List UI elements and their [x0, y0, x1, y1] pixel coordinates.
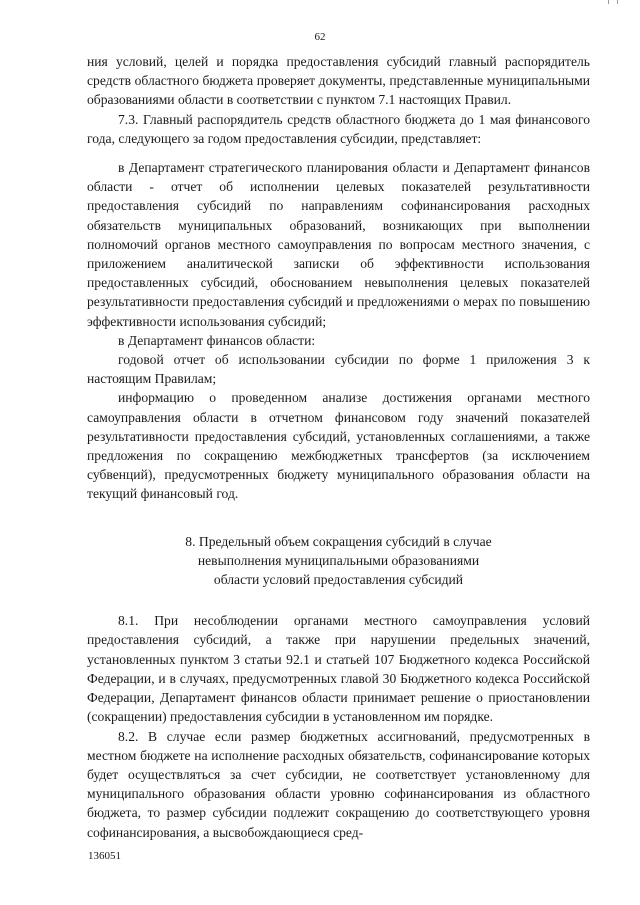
- section-8-paragraphs: [87, 611, 590, 841]
- reporting-paragraphs: [87, 158, 590, 504]
- paragraph: ния условий, целей и порядка предоставления субсидий главный распорядитель средств областного бюджета проверяет документы, представленные муниципальными образованиями области в соответствии с пунктом 7.1 настоящих Правил.: [87, 54, 590, 108]
- document-body: [87, 52, 590, 842]
- paragraph: годовой отчет об использовании субсидии по форме 1 приложения 3 к настоящим Правилам;: [87, 352, 590, 387]
- paragraph: 7.3. Главный распорядитель средств областного бюджета до 1 мая финансового года, следующего за годом предоставления субсидии, представляет:: [87, 111, 590, 146]
- heading-line: области условий предоставления субсидий: [213, 572, 464, 588]
- paragraph: 8.2. В случае если размер бюджетных ассигнований, предусмотренных в местном бюджете на исполнение расходных обязательств, софинансирование которых будет осуществляться за счет субсидии, не соответствует установленному для муниципального образования области уровню софинансирования из областного бюджета, то размер субсидии подлежит сокращению до соответствующего уровня софинансирования, а высвобождающиеся сред-: [87, 728, 590, 840]
- paragraph: в Департамент финансов области:: [118, 332, 316, 348]
- section-8-heading: [87, 532, 590, 590]
- paragraph: 8.1. При несоблюдении органами местного самоуправления условий предоставления субсидий, а также при нарушении предельных значений, установленных пунктом 3 статьи 92.1 и статьей 107 Бюджетного кодекса Российской Федерации, и в случаях, предусмотренных главой 30 Бюджетного кодекса Российской Федерации, Департамент финансов области принимает решение о приостановлении (сокращении) предоставления субсидии в установленном им порядке.: [87, 613, 590, 725]
- page-number: 62: [314, 31, 326, 43]
- top-paragraphs: [87, 52, 590, 148]
- heading-line: невыполнения муниципальными образованиями: [197, 552, 480, 568]
- footer-document-code: 136051: [88, 850, 121, 862]
- heading-line: 8. Предельный объем сокращения субсидий в случае: [185, 533, 492, 549]
- paragraph: информацию о проведенном анализе достижения органами местного самоуправления области в отчетном финансовом году значений показателей результативности предоставления субсидий, установленных соглашениями, а также предложения по сокращению межбюджетных трансфертов (за исключением субвенций), предусмотренных бюджету муниципального образования области на текущий финансовый год.: [87, 390, 590, 502]
- paragraph: в Департамент стратегического планирования области и Департамент финансов области - отчет об исполнении целевых показателей результативности предоставления субсидий по направлениям софинансирования расходных обязательств муниципальных образований, возникающих при выполнении полномочий органов местного самоуправления по вопросам местного значения, с приложением аналитической записки об эффективности использования предоставленных субсидий, обоснованием невыполнения целевых показателей результативности предоставления субсидий и предложениями о мерах по повышению эффективности использования субсидий;: [87, 160, 590, 329]
- scan-corner-mark: [608, 0, 618, 4]
- spacer: [87, 148, 590, 158]
